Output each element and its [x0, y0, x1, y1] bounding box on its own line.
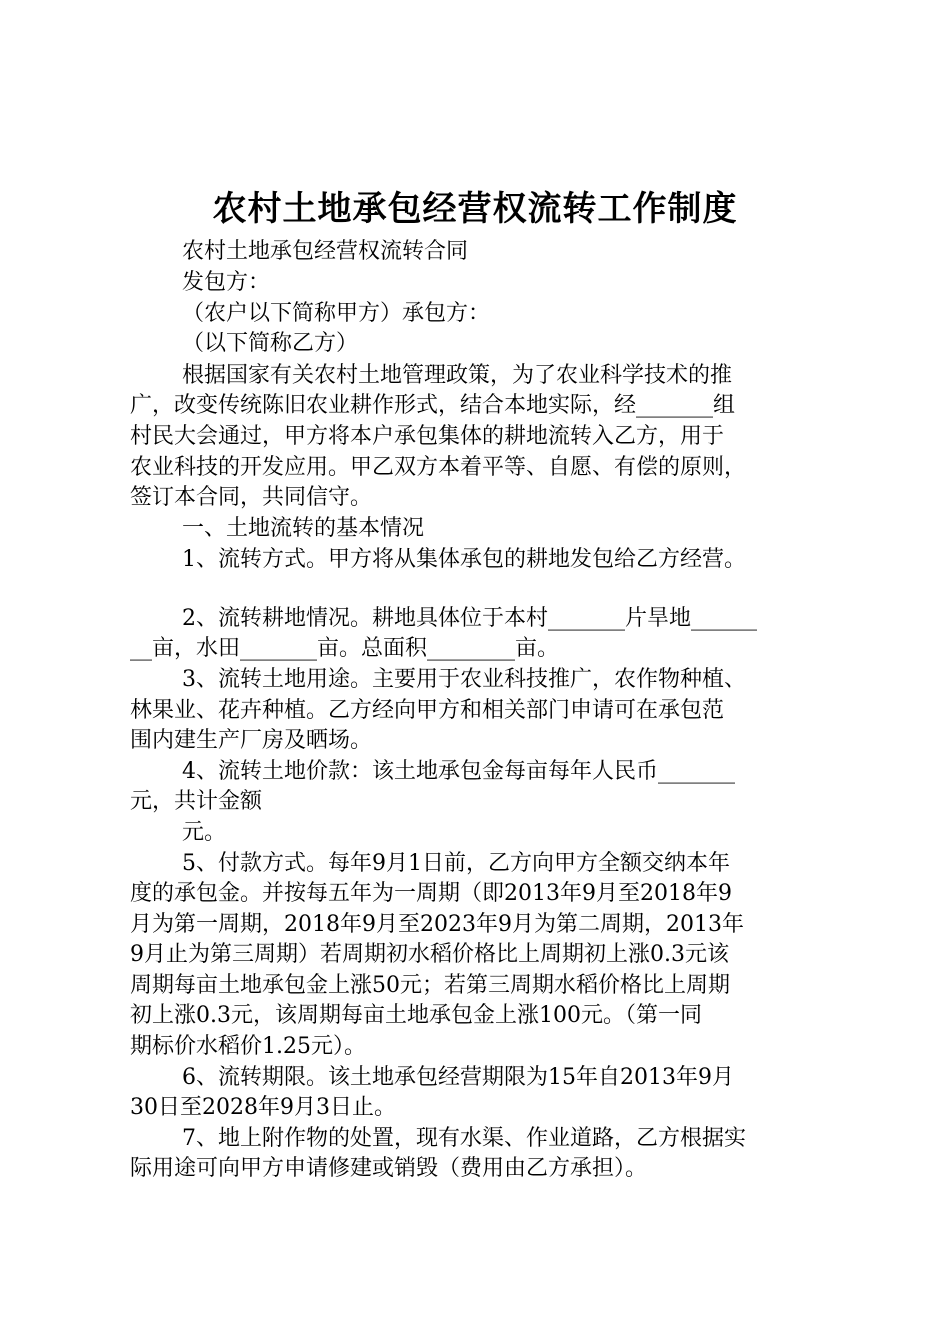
- paragraph-line: 5、付款方式。每年9月1日前，乙方向甲方全额交纳本年: [182, 851, 730, 876]
- paragraph-line: 30日至2028年9月3日止。: [130, 1095, 396, 1120]
- paragraph-line: 1、流转方式。甲方将从集体承包的耕地发包给乙方经营。: [182, 547, 746, 572]
- paragraph-line: 初上涨0.3元，该周期每亩土地承包金上涨100元。（第一同: [130, 1003, 702, 1028]
- paragraph-line: 6、流转期限。该土地承包经营期限为15年自2013年9月: [182, 1065, 734, 1090]
- paragraph-line: 度的承包金。并按每五年为一周期（即2013年9月至2018年9: [130, 881, 732, 906]
- paragraph-line: 村民大会通过，甲方将本户承包集体的耕地流转入乙方，用于: [130, 424, 725, 449]
- paragraph-line: 签订本合同，共同信守。: [130, 485, 373, 510]
- paragraph-line: 周期每亩土地承包金上涨50元；若第三周期水稻价格比上周期: [130, 973, 730, 998]
- paragraph-line: 9月止为第三周期）若周期初水稻价格比上周期初上涨0.3元该: [130, 942, 729, 967]
- party-b-line: （农户以下简称甲方）承包方：: [182, 301, 491, 326]
- paragraph-line: 根据国家有关农村土地管理政策，为了农业科学技术的推: [182, 363, 733, 388]
- contract-title-line: 农村土地承包经营权流转合同: [182, 239, 469, 264]
- paragraph-line: 际用途可向甲方申请修建或销毁（费用由乙方承担）。: [130, 1156, 648, 1181]
- paragraph-line: 月为第一周期，2018年9月至2023年9月为第二周期，2013年: [130, 912, 744, 937]
- paragraph-line: 4、流转土地价款：该土地承包金每亩每年人民币_______: [182, 759, 735, 784]
- document-title: 农村土地承包经营权流转工作制度: [212, 189, 738, 229]
- party-b-note-line: （以下简称乙方）: [182, 331, 359, 356]
- paragraph-line: 元。: [182, 820, 227, 845]
- paragraph-line: 元，共计金额: [130, 789, 263, 814]
- paragraph-line: 围内建生产厂房及晒场。: [130, 728, 373, 753]
- paragraph-line: 7、地上附作物的处置，现有水渠、作业道路，乙方根据实: [182, 1126, 746, 1151]
- paragraph-line: 3、流转土地用途。主要用于农业科技推广，农作物种植、: [182, 667, 746, 692]
- party-a-line: 发包方：: [182, 270, 271, 295]
- paragraph-line: 林果业、花卉种植。乙方经向甲方和相关部门申请可在承包范: [130, 698, 725, 723]
- paragraph-line: 2、流转耕地情况。耕地具体位于本村_______片旱地______: [182, 606, 757, 631]
- paragraph-line: 期标价水稻价1.25元）。: [130, 1034, 366, 1059]
- section-heading: 一、土地流转的基本情况: [182, 516, 425, 541]
- paragraph-line: 广，改变传统陈旧农业耕作形式，结合本地实际，经_______组: [130, 393, 736, 418]
- paragraph-line: __亩，水田_______亩。总面积________亩。: [130, 636, 560, 661]
- paragraph-line: 农业科技的开发应用。甲乙双方本着平等、自愿、有偿的原则，: [130, 455, 747, 480]
